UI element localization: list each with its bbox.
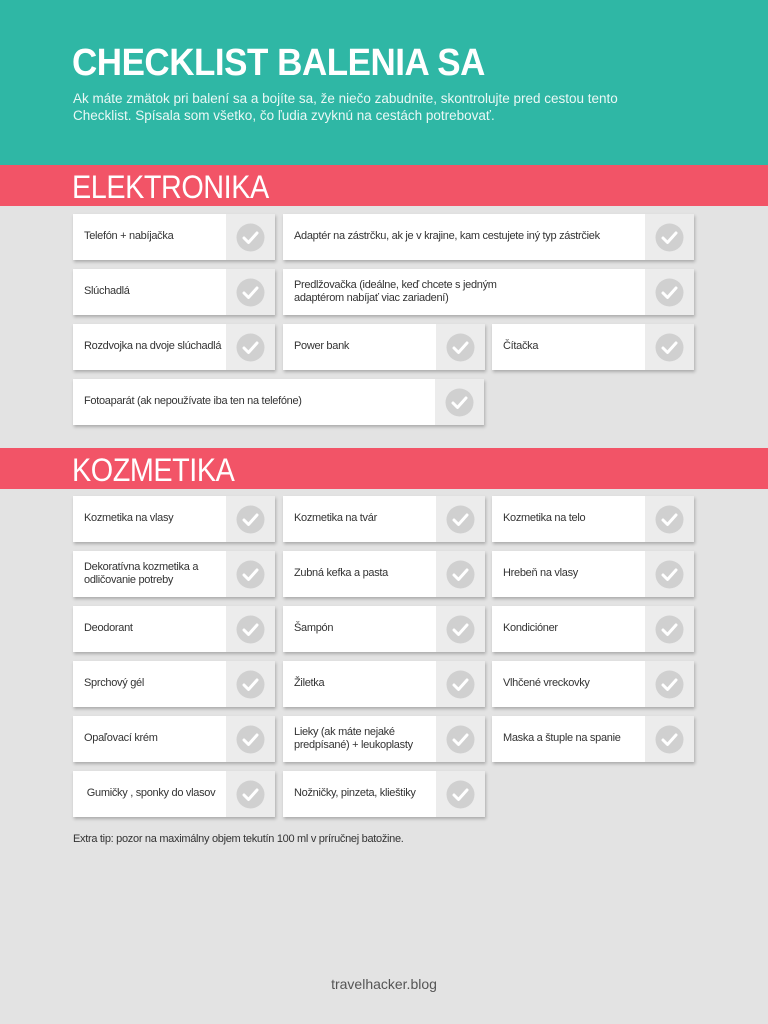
item-label: Nožničky, pinzeta, klieštiky	[294, 787, 416, 800]
item-label: Hrebeň na vlasy	[503, 567, 578, 580]
item-label: Žiletka	[294, 677, 325, 690]
checkmark-icon	[236, 333, 265, 362]
check-button[interactable]	[436, 324, 485, 370]
checklist-item	[283, 771, 485, 817]
item-label: Kozmetika na telo	[503, 512, 586, 525]
footer-site-name: travelhacker.blog	[331, 976, 437, 992]
check-button[interactable]	[645, 269, 694, 315]
check-button[interactable]	[226, 496, 275, 542]
checkmark-icon	[655, 670, 684, 699]
check-button[interactable]	[226, 771, 275, 817]
checklist-item	[492, 606, 694, 652]
checkmark-icon	[655, 505, 684, 534]
checkmark-icon	[446, 505, 475, 534]
checklist-item	[283, 661, 485, 707]
checklist-item	[283, 214, 694, 260]
section-header-cosmetics	[0, 448, 768, 489]
check-button[interactable]	[226, 716, 275, 762]
section-header-electronics	[0, 165, 768, 206]
checklist-item	[73, 496, 275, 542]
checklist-item	[492, 324, 694, 370]
check-button[interactable]	[226, 324, 275, 370]
checklist-item	[73, 269, 275, 315]
item-label: Sprchový gél	[84, 677, 144, 690]
checklist-item	[492, 496, 694, 542]
checklist-item	[492, 551, 694, 597]
check-button[interactable]	[645, 661, 694, 707]
check-button[interactable]	[436, 551, 485, 597]
checkmark-icon	[446, 333, 475, 362]
item-label: Slúchadlá	[84, 285, 130, 298]
check-button[interactable]	[645, 214, 694, 260]
section-title: KOZMETIKA	[72, 452, 235, 488]
checklist-item	[283, 324, 485, 370]
item-label: Dekoratívna kozmetika a odličovanie potreby	[84, 560, 199, 586]
checklist-item	[73, 324, 275, 370]
item-label: Power bank	[294, 340, 350, 353]
check-button[interactable]	[645, 716, 694, 762]
item-label: Predlžovačka (ideálne, keď chcete s jedným adaptérom nabíjať viac zariadení)	[294, 278, 497, 304]
check-button[interactable]	[436, 771, 485, 817]
check-button[interactable]	[436, 606, 485, 652]
checkmark-icon	[655, 560, 684, 589]
checklist-item	[73, 716, 275, 762]
check-button[interactable]	[645, 496, 694, 542]
check-button[interactable]	[226, 214, 275, 260]
item-label: Rozdvojka na dvoje slúchadlá	[84, 340, 222, 353]
checklist-item	[492, 661, 694, 707]
item-label: Gumičky , sponky do vlasov	[84, 787, 216, 800]
checkmark-icon	[446, 670, 475, 699]
extra-tip: Extra tip: pozor na maximálny objem tekutín 100 ml v príručnej batožine.	[73, 833, 404, 845]
checkmark-icon	[236, 780, 265, 809]
checkmark-icon	[446, 615, 475, 644]
checkmark-icon	[236, 725, 265, 754]
check-button[interactable]	[435, 379, 484, 425]
checklist-item	[283, 496, 485, 542]
checklist-item	[73, 606, 275, 652]
check-button[interactable]	[645, 551, 694, 597]
header	[0, 0, 768, 165]
checklist-item	[492, 716, 694, 762]
checkmark-icon	[655, 725, 684, 754]
item-label: Zubná kefka a pasta	[294, 567, 388, 580]
checklist-item	[283, 606, 485, 652]
checkmark-icon	[236, 505, 265, 534]
checklist-item	[283, 551, 485, 597]
item-label: Adaptér na zástrčku, ak je v krajine, kam cestujete iný typ zástrčiek	[294, 230, 600, 243]
item-label: Vlhčené vreckovky	[503, 677, 590, 690]
page-title: CHECKLIST BALENIA SA	[72, 42, 485, 84]
checklist-item	[73, 214, 275, 260]
checklist-item	[283, 269, 694, 315]
item-label: Telefón + nabíjačka	[84, 230, 174, 243]
item-label: Fotoaparát (ak nepoužívate iba ten na telefóne)	[84, 395, 302, 408]
checkmark-icon	[655, 278, 684, 307]
item-label: Deodorant	[84, 622, 133, 635]
checkmark-icon	[445, 388, 474, 417]
checkmark-icon	[236, 560, 265, 589]
item-label: Opaľovací krém	[84, 732, 158, 745]
check-button[interactable]	[436, 661, 485, 707]
checklist-item	[283, 716, 485, 762]
checklist-item	[73, 551, 275, 597]
checkmark-icon	[446, 725, 475, 754]
check-button[interactable]	[226, 661, 275, 707]
checklist-item	[73, 661, 275, 707]
checkmark-icon	[446, 560, 475, 589]
item-label: Čítačka	[503, 340, 539, 353]
checkmark-icon	[236, 223, 265, 252]
item-label: Kozmetika na tvár	[294, 512, 377, 525]
checklist-item	[73, 379, 484, 425]
checkmark-icon	[655, 223, 684, 252]
checkmark-icon	[655, 333, 684, 362]
check-button[interactable]	[226, 551, 275, 597]
item-label: Maska a štuple na spanie	[503, 732, 621, 745]
item-label: Kozmetika na vlasy	[84, 512, 174, 525]
check-button[interactable]	[226, 606, 275, 652]
check-button[interactable]	[645, 324, 694, 370]
item-label: Lieky (ak máte nejaké predpísané) + leukoplasty	[294, 725, 413, 751]
checkmark-icon	[236, 670, 265, 699]
intro-text: Ak máte zmätok pri balení sa a bojíte sa, že niečo zabudnite, skontrolujte pred cestou tento Checklist. Spísala som všetko, čo ľudia zvyknú na cestách potrebovať.	[73, 91, 618, 123]
check-button[interactable]	[226, 269, 275, 315]
item-label: Šampón	[294, 622, 334, 635]
item-label: Kondicióner	[503, 622, 558, 635]
section-title: ELEKTRONIKA	[72, 169, 269, 205]
checkmark-icon	[236, 615, 265, 644]
checkmark-icon	[655, 615, 684, 644]
check-button[interactable]	[436, 716, 485, 762]
check-button[interactable]	[436, 496, 485, 542]
check-button[interactable]	[645, 606, 694, 652]
checklist-item	[73, 771, 275, 817]
checkmark-icon	[446, 780, 475, 809]
checkmark-icon	[236, 278, 265, 307]
